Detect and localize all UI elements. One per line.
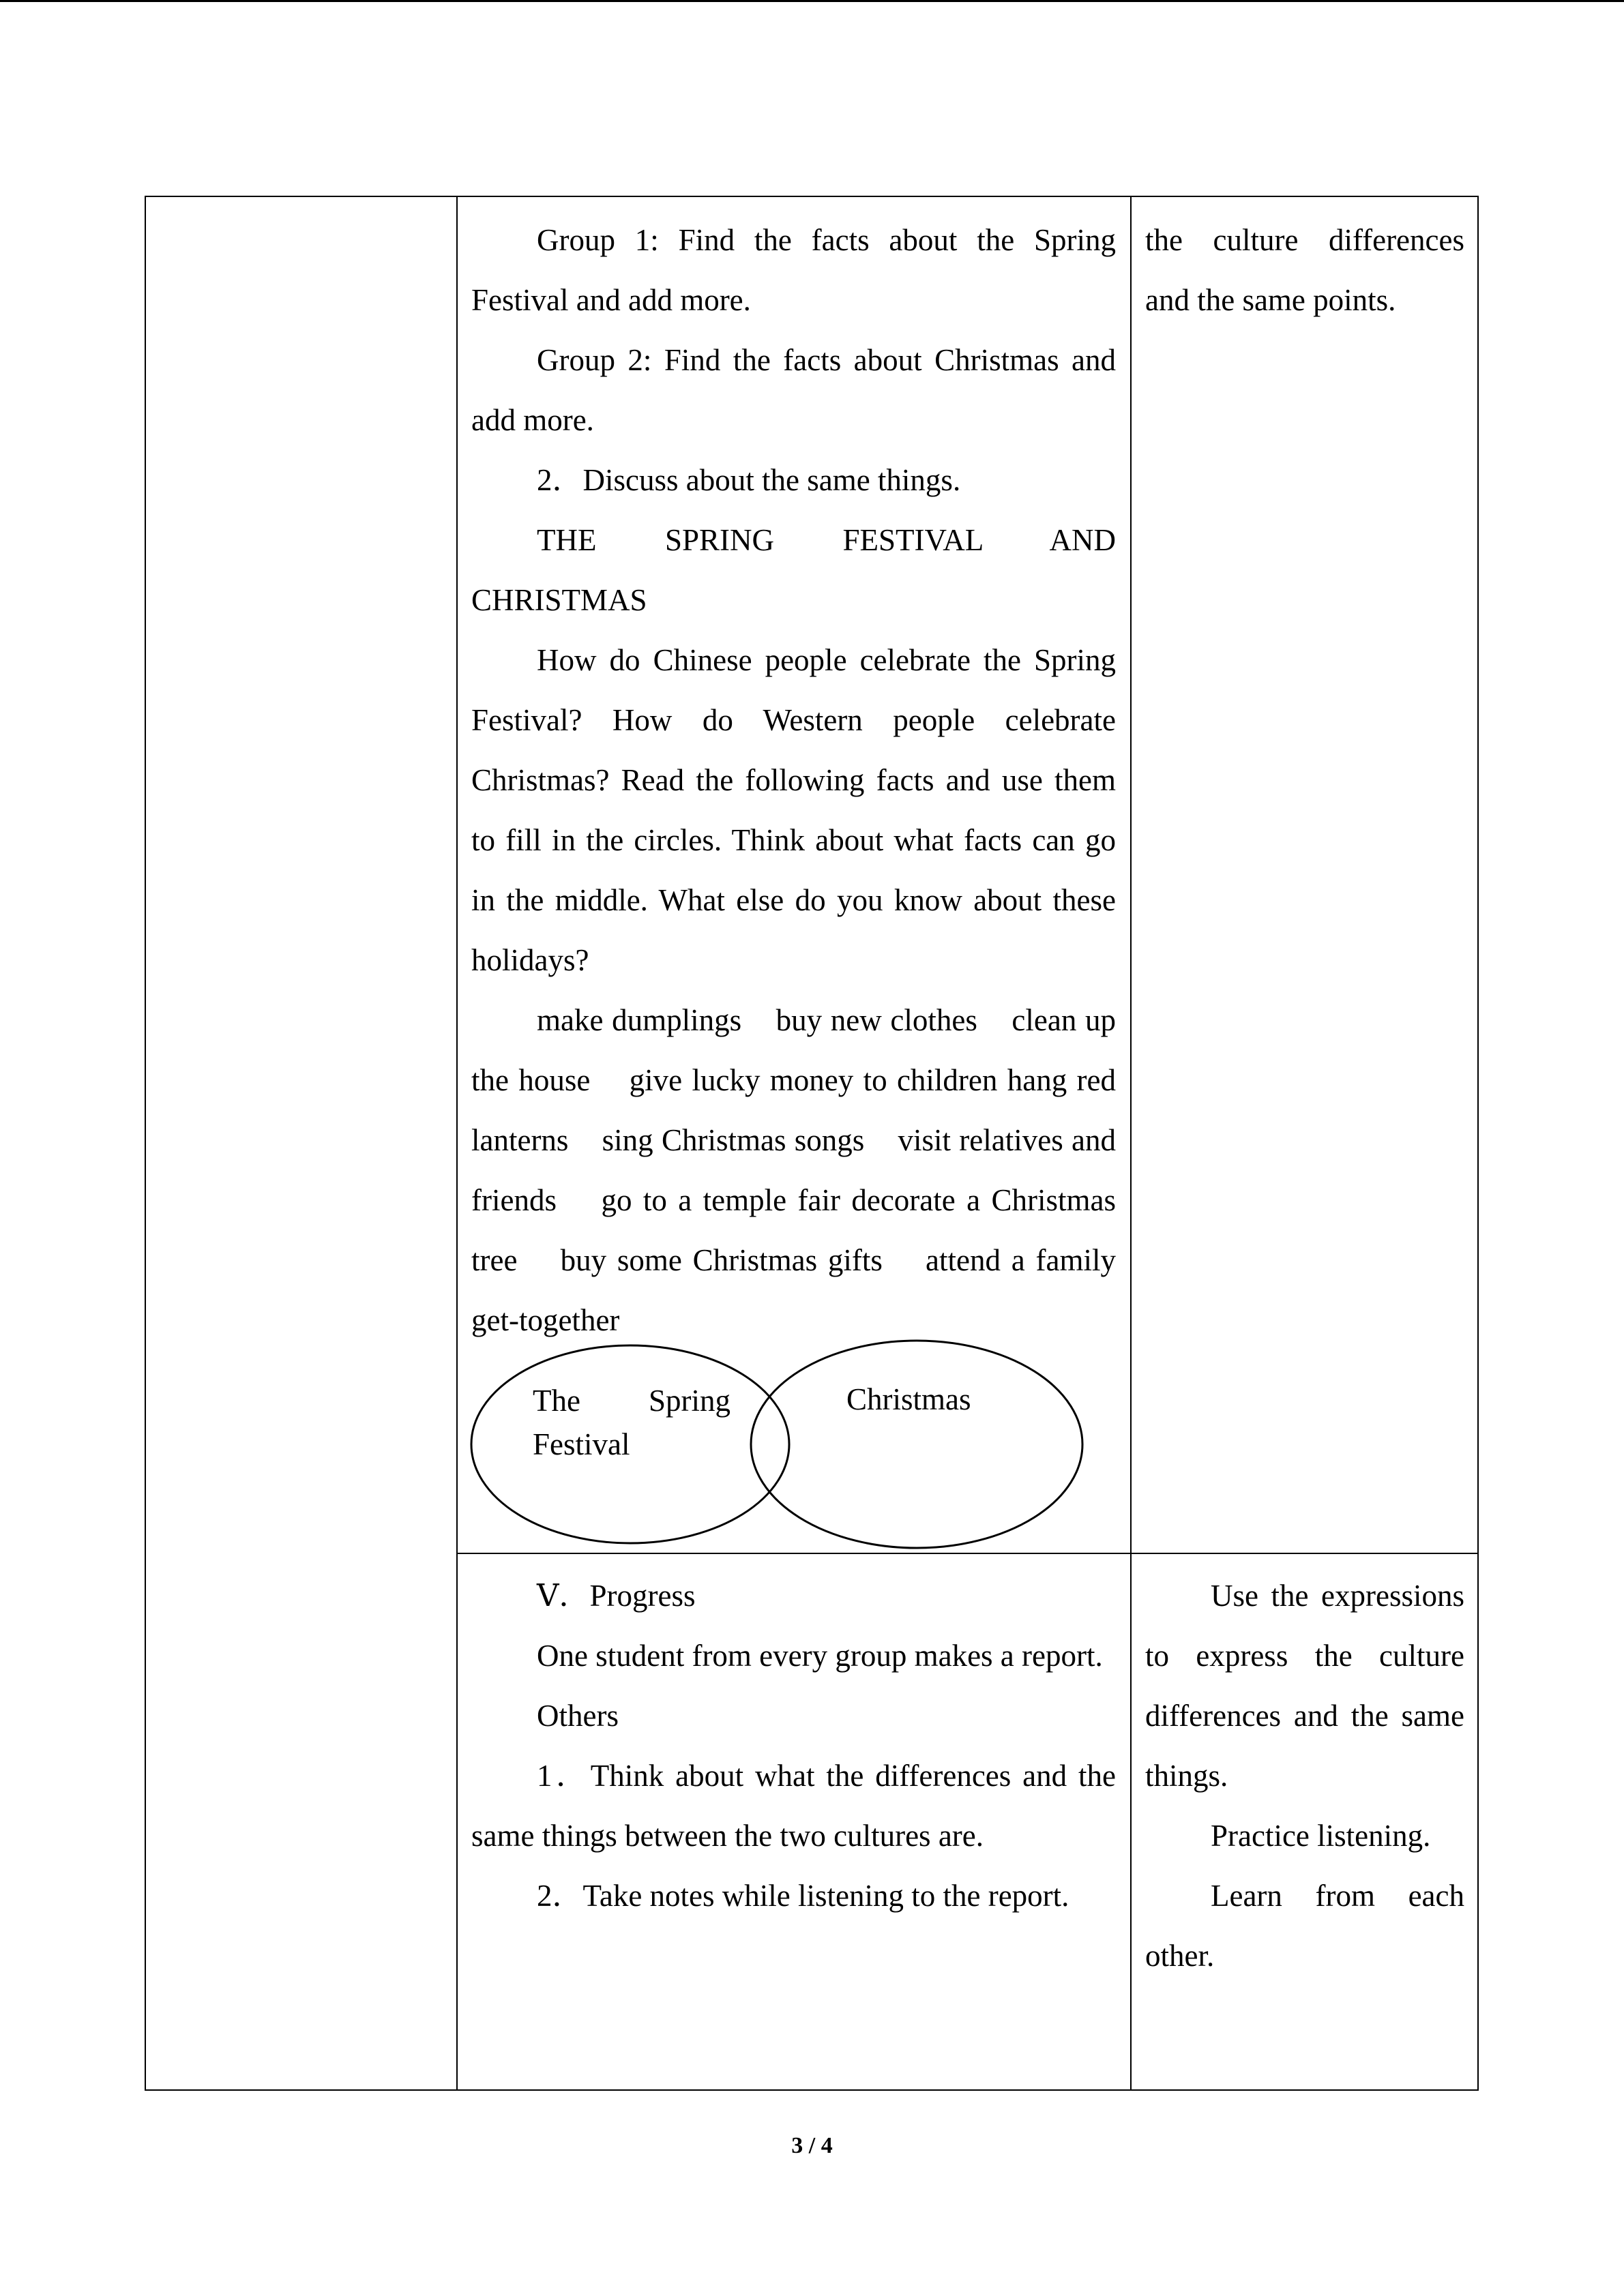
row2-activity-cell [471, 1566, 1116, 1926]
reading-instructions: How do Chinese people celebrate the Spring Festival? How do Western people celebrate Christmas? Read the following facts and use them to fill in the circles. Think about what facts can go in the middle. What else do you know about these holidays? [471, 643, 1116, 977]
page-number: 3 / 4 [791, 2133, 833, 2158]
christmas-label [846, 1377, 971, 1421]
facts-list: make dumplings buy new clothes clean up the house give lucky money to children hang red lanterns sing Christmas songs visit relatives and friends go to a temple fair decorate a Christmas tree buy some Christmas gifts attend a family get-together [471, 1003, 1124, 1337]
row2-purpose-1: Use the expressions to express the culture differences and the same things. [1145, 1579, 1464, 1793]
row1-purpose-cell [1145, 210, 1464, 330]
venn-diagram [470, 1339, 1087, 1553]
row2-purpose-cell [1145, 1566, 1464, 1986]
table-divider-2 [1130, 196, 1132, 2091]
page-top-border [0, 0, 1624, 2]
spring-festival-label-text: The Spring Festival [533, 1384, 730, 1461]
others-step-1: 1．Think about what the differences and the same things between the two cultures are. [471, 1759, 1116, 1853]
table-divider-1 [456, 196, 458, 2091]
discuss-step: 2．Discuss about the same things. [537, 463, 961, 497]
row2-purpose-2: Practice listening. [1211, 1819, 1431, 1853]
christmas-circle [751, 1341, 1082, 1548]
reading-title: THE SPRING FESTIVAL AND CHRISTMAS [471, 523, 1116, 617]
group1-task: Group 1: Find the facts about the Spring Festival and add more. [471, 223, 1116, 317]
report-instruction: One student from every group makes a report. [537, 1639, 1103, 1673]
group2-task: Group 2: Find the facts about Christmas and add more. [471, 343, 1116, 437]
others-label: Others [537, 1699, 619, 1733]
christmas-label-text: Christmas [846, 1382, 971, 1416]
progress-heading: Ⅴ．Progress [537, 1579, 696, 1613]
spring-festival-label [533, 1379, 730, 1466]
row1-activity-cell [471, 210, 1124, 1350]
others-step-2: 2．Take notes while listening to the report. [537, 1879, 1069, 1913]
row1-purpose-text: the culture differences and the same points. [1145, 223, 1464, 317]
row2-purpose-3: Learn from each other. [1145, 1879, 1464, 1973]
